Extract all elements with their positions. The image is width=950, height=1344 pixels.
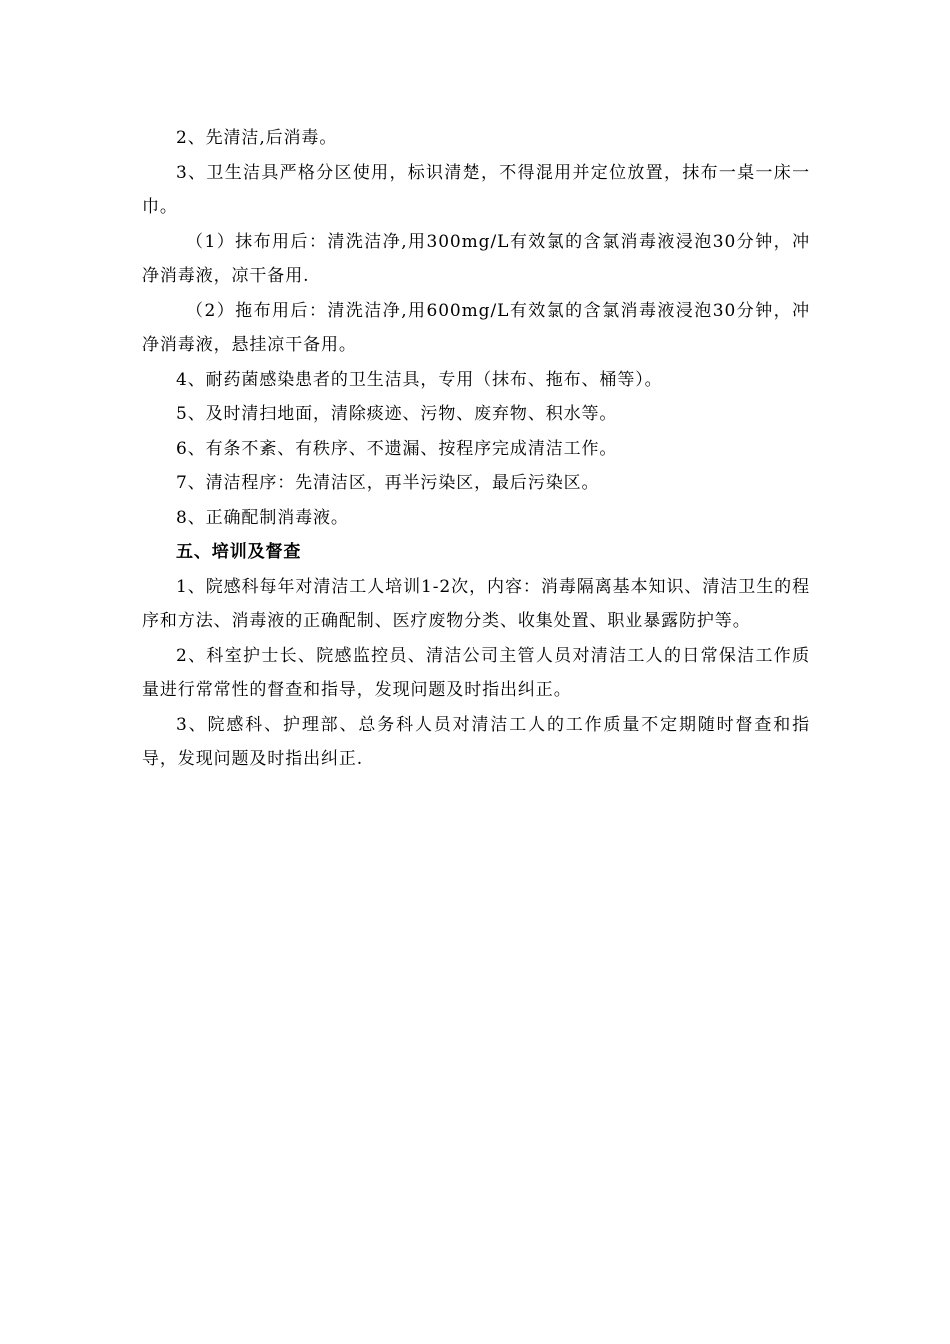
paragraph-item-8: 8、正确配制消毒液。: [176, 507, 349, 528]
paragraph-item-5: 5、及时清扫地面，清除痰迹、污物、废弃物、积水等。: [176, 404, 618, 424]
section-paragraph-3: 3、院感科、护理部、总务科人员对清洁工人的工作质量不定期随时督查和指导，发现问题及时指出纠正.: [142, 714, 810, 769]
paragraph-subitem-1: （1）抹布用后：清洗洁净,用300mg/L有效氯的含氯消毒液浸泡30分钟，冲净消毒液，凉干备用.: [142, 231, 810, 286]
paragraph-item-7: 7、清洁程序：先清洁区，再半污染区，最后污染区。: [176, 473, 600, 493]
paragraph-item-3: 3、卫生洁具严格分区使用，标识清楚，不得混用并定位放置，抹布一桌一床一巾。: [142, 162, 810, 217]
section-paragraph-1: 1、院感科每年对清洁工人培训1-2次，内容：消毒隔离基本知识、清洁卫生的程序和方法、消毒液的正确配制、医疗废物分类、收集处置、职业暴露防护等。: [142, 576, 810, 631]
paragraph-item-4: 4、耐药菌感染患者的卫生洁具，专用（抹布、拖布、桶等）。: [176, 369, 663, 390]
document-page: [142, 121, 810, 777]
section-paragraph-2: 2、科室护士长、院感监控员、清洁公司主管人员对清洁工人的日常保洁工作质量进行常常性的督查和指导，发现问题及时指出纠正。: [142, 645, 810, 700]
paragraph-item-6: 6、有条不紊、有秩序、不遗漏、按程序完成清洁工作。: [176, 438, 618, 459]
section-heading: 五、培训及督查: [176, 542, 302, 562]
paragraph-item-2: 2、先清洁,后消毒。: [176, 128, 338, 148]
paragraph-subitem-2: （2）拖布用后：清洗洁净,用600mg/L有效氯的含氯消毒液浸泡30分钟，冲净消毒液，悬挂凉干备用。: [142, 300, 810, 355]
